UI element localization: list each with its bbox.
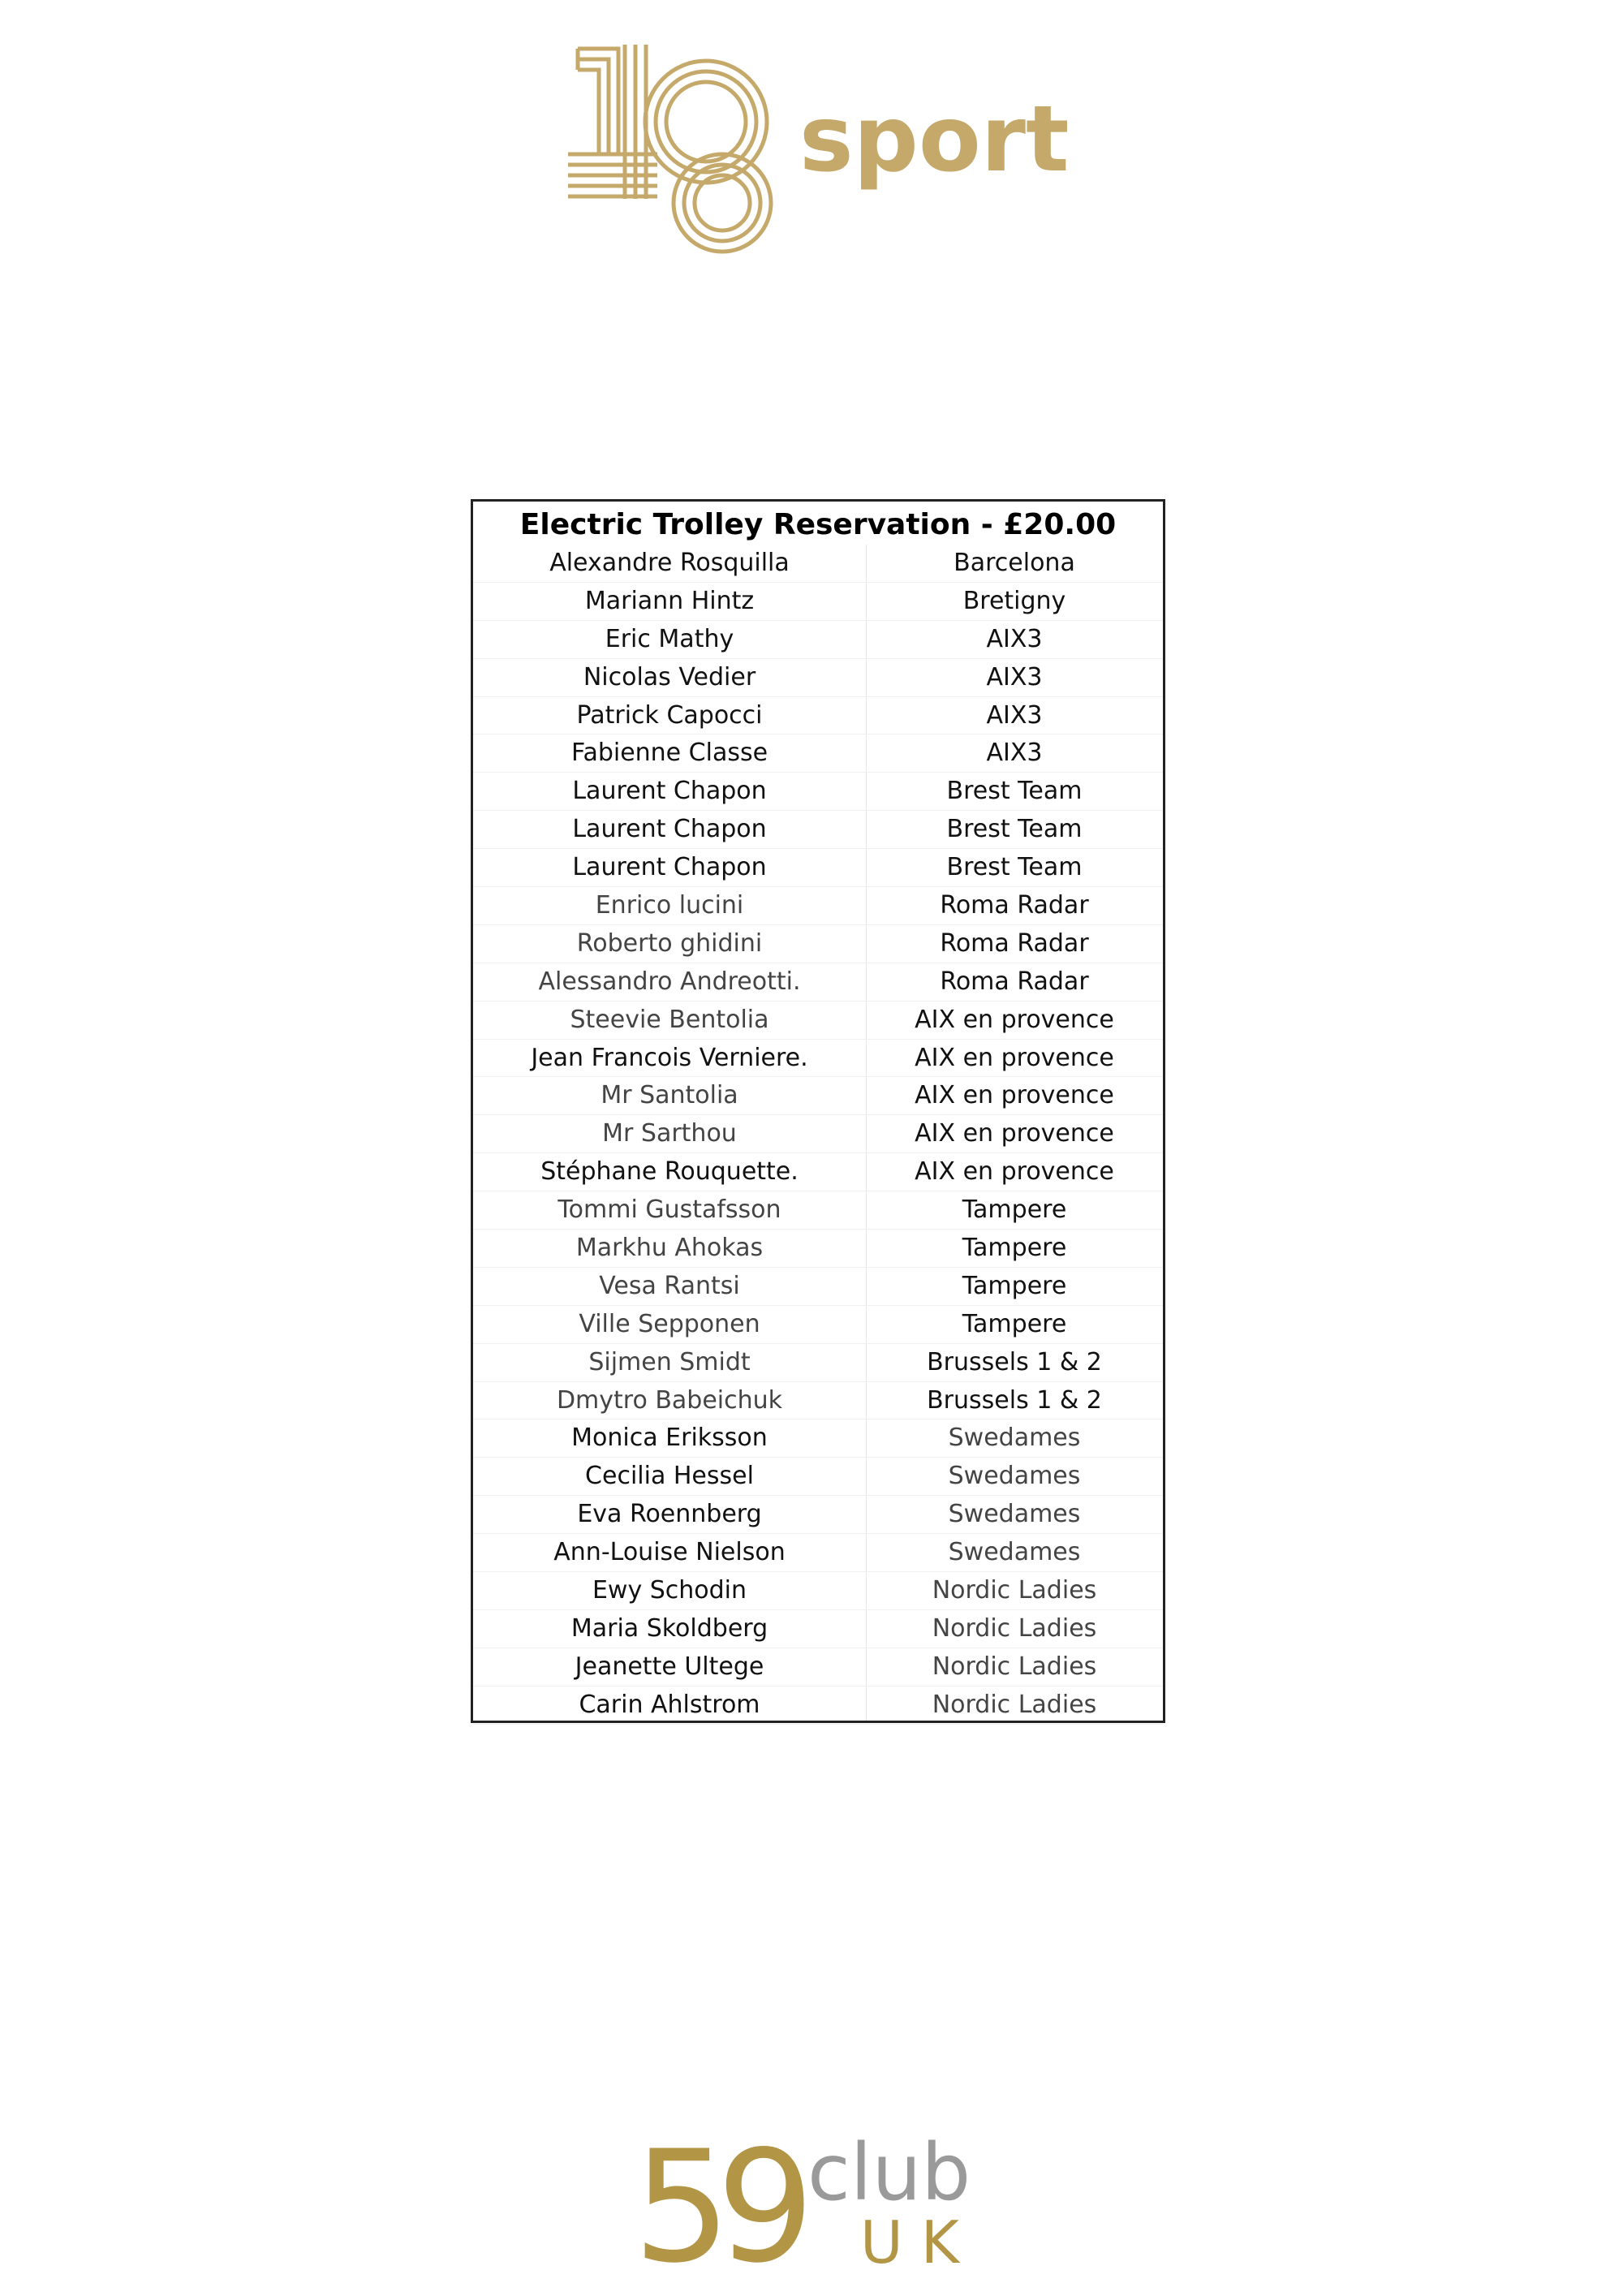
player-name: Laurent Chapon bbox=[572, 853, 767, 882]
team-name: Brest Team bbox=[946, 815, 1083, 844]
team-name: AIX en provence bbox=[915, 1119, 1114, 1148]
table-row bbox=[473, 963, 1163, 1002]
table-row bbox=[473, 1268, 1163, 1306]
team-name: AIX3 bbox=[986, 700, 1043, 730]
player-name: Dmytro Babeichuk bbox=[556, 1385, 783, 1415]
table-row bbox=[473, 697, 1163, 735]
player-name: Jean Francois Verniere. bbox=[531, 1043, 808, 1072]
table-row bbox=[473, 1572, 1163, 1610]
table-row bbox=[473, 1115, 1163, 1153]
table-rows bbox=[473, 545, 1163, 1725]
player-name: Ville Sepponen bbox=[579, 1309, 760, 1338]
table-row bbox=[473, 545, 1163, 583]
table-row bbox=[473, 1458, 1163, 1496]
table-row bbox=[473, 1419, 1163, 1458]
player-name: Mariann Hintz bbox=[584, 586, 755, 615]
table-row bbox=[473, 1496, 1163, 1534]
table-row bbox=[473, 811, 1163, 849]
team-name: Swedames bbox=[948, 1500, 1081, 1529]
table-row bbox=[473, 1610, 1163, 1648]
team-name: Bretigny bbox=[962, 586, 1066, 615]
team-name: AIX en provence bbox=[915, 1157, 1114, 1187]
player-name: Alessandro Andreotti. bbox=[538, 967, 801, 996]
table-row bbox=[473, 1686, 1163, 1725]
table-row bbox=[473, 887, 1163, 925]
table-row bbox=[473, 1153, 1163, 1191]
player-name: Tommi Gustafsson bbox=[558, 1195, 781, 1225]
table-row bbox=[473, 621, 1163, 659]
player-name: Ann-Louise Nielson bbox=[553, 1538, 786, 1567]
team-name: AIX en provence bbox=[915, 1005, 1114, 1034]
team-name: Brest Team bbox=[946, 853, 1083, 882]
team-name: Swedames bbox=[948, 1538, 1081, 1567]
player-name: Cecilia Hessel bbox=[585, 1462, 754, 1491]
player-name: Nicolas Vedier bbox=[583, 662, 756, 691]
59club-uk-logo bbox=[633, 2126, 1006, 2272]
player-name: Markhu Ahokas bbox=[575, 1234, 764, 1263]
player-name: Eric Mathy bbox=[605, 624, 734, 653]
team-name: Tampere bbox=[962, 1271, 1067, 1300]
table-row bbox=[473, 1040, 1163, 1078]
59club-logo-number: 59 bbox=[633, 2126, 800, 2272]
team-name: Tampere bbox=[962, 1234, 1067, 1263]
team-name: Nordic Ladies bbox=[932, 1690, 1097, 1719]
table-row bbox=[473, 1230, 1163, 1268]
player-name: Alexandre Rosquilla bbox=[549, 549, 790, 577]
table-row bbox=[473, 1191, 1163, 1230]
player-name: Fabienne Classe bbox=[570, 739, 768, 768]
59club-logo-club: club bbox=[807, 2127, 971, 2218]
table-row bbox=[473, 1077, 1163, 1115]
team-name: Tampere bbox=[962, 1309, 1067, 1338]
player-name: Vesa Rantsi bbox=[599, 1271, 740, 1300]
team-name: Nordic Ladies bbox=[932, 1613, 1097, 1643]
player-name: Ewy Schodin bbox=[592, 1576, 747, 1605]
18sport-logo-text: sport bbox=[799, 87, 1070, 192]
team-name: Brest Team bbox=[946, 777, 1083, 806]
table-row bbox=[473, 1002, 1163, 1040]
player-name: Eva Roennberg bbox=[577, 1500, 762, 1529]
table-row bbox=[473, 1306, 1163, 1344]
team-name: Barcelona bbox=[954, 549, 1075, 577]
player-name: Sijmen Smidt bbox=[588, 1347, 751, 1376]
team-name: AIX en provence bbox=[915, 1043, 1114, 1072]
table-row bbox=[473, 734, 1163, 773]
59club-logo-uk: UK bbox=[860, 2208, 977, 2272]
player-name: Monica Eriksson bbox=[571, 1424, 768, 1453]
18sport-logo bbox=[568, 45, 1087, 256]
player-name: Laurent Chapon bbox=[572, 777, 767, 806]
team-name: Nordic Ladies bbox=[932, 1652, 1097, 1681]
team-name: Roma Radar bbox=[940, 891, 1089, 920]
player-name: Jeanette Ultege bbox=[575, 1652, 764, 1681]
team-name: Swedames bbox=[948, 1424, 1081, 1453]
player-name: Stéphane Rouquette. bbox=[540, 1157, 799, 1187]
team-name: AIX3 bbox=[986, 624, 1043, 653]
player-name: Mr Sarthou bbox=[602, 1119, 737, 1148]
team-name: Roma Radar bbox=[940, 928, 1089, 958]
table-row bbox=[473, 583, 1163, 621]
team-name: Roma Radar bbox=[940, 967, 1089, 996]
table-row bbox=[473, 1382, 1163, 1420]
team-name: AIX en provence bbox=[915, 1081, 1114, 1110]
player-name: Roberto ghidini bbox=[576, 928, 763, 958]
player-name: Patrick Capocci bbox=[576, 700, 763, 730]
player-name: Steevie Bentolia bbox=[570, 1005, 769, 1034]
trolley-reservation-table bbox=[471, 499, 1165, 1723]
player-name: Mr Santolia bbox=[601, 1081, 738, 1110]
team-name: Tampere bbox=[962, 1195, 1067, 1225]
table-row bbox=[473, 1344, 1163, 1382]
table-title: Electric Trolley Reservation - £20.00 bbox=[519, 508, 1117, 541]
team-name: Brussels 1 & 2 bbox=[927, 1347, 1102, 1376]
player-name: Enrico lucini bbox=[595, 891, 744, 920]
player-name: Maria Skoldberg bbox=[570, 1613, 768, 1643]
team-name: Swedames bbox=[948, 1462, 1081, 1491]
player-name: Laurent Chapon bbox=[572, 815, 767, 844]
team-name: AIX3 bbox=[986, 662, 1043, 691]
table-row bbox=[473, 1534, 1163, 1572]
table-row bbox=[473, 773, 1163, 811]
table-row bbox=[473, 659, 1163, 697]
table-row bbox=[473, 1648, 1163, 1686]
team-name: Nordic Ladies bbox=[932, 1576, 1097, 1605]
team-name: AIX3 bbox=[986, 739, 1043, 768]
table-row bbox=[473, 849, 1163, 887]
table-row bbox=[473, 925, 1163, 963]
team-name: Brussels 1 & 2 bbox=[927, 1385, 1102, 1415]
player-name: Carin Ahlstrom bbox=[579, 1690, 760, 1719]
